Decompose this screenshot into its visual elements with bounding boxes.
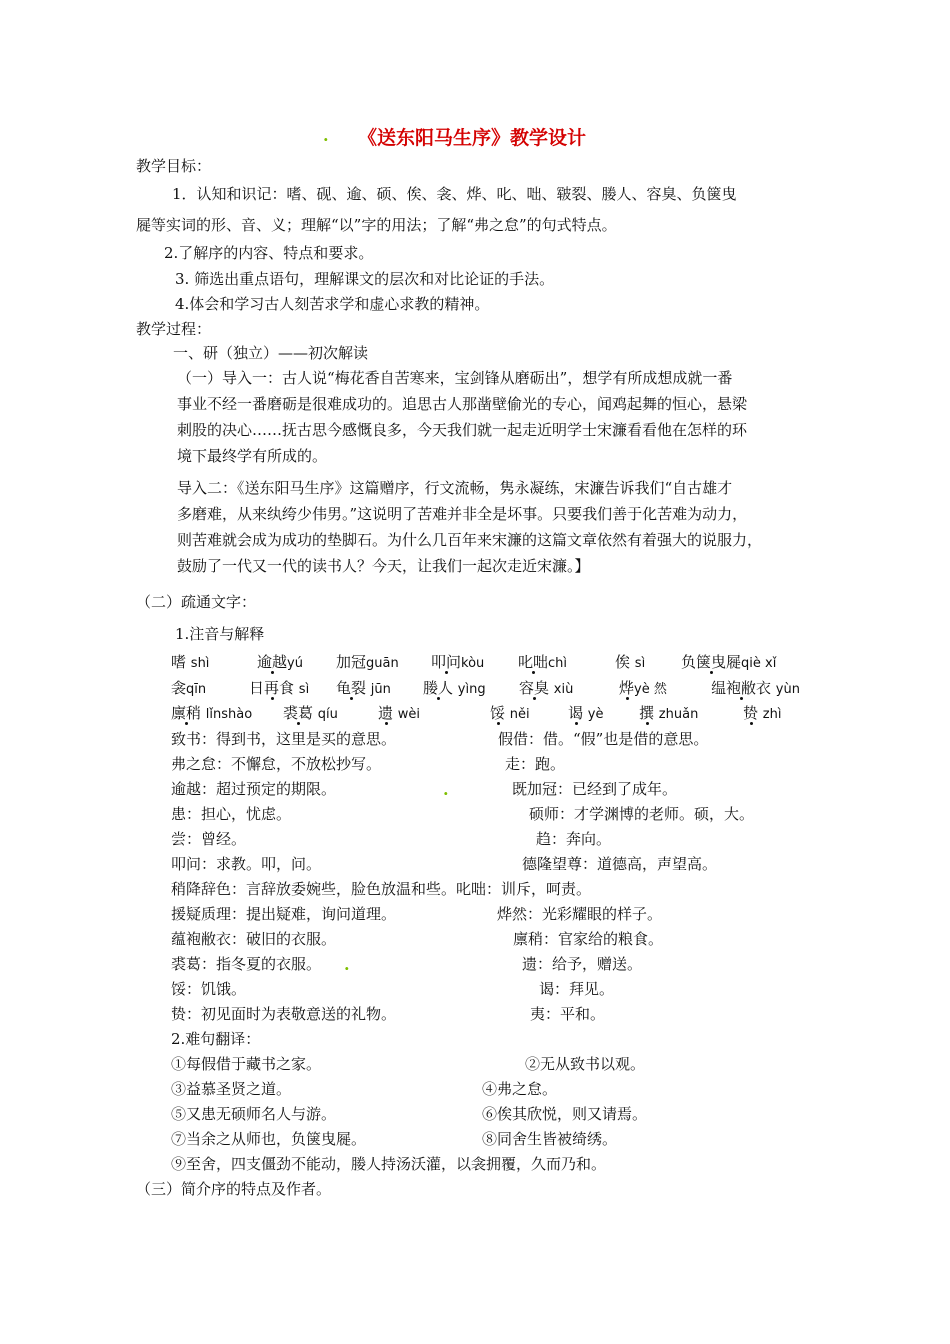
pinyin-reading: zhuǎn (658, 707, 699, 722)
pinyin-reading: jūn (370, 682, 391, 697)
intro-1-line-3: 刺股的决心……抚古思今感慨良多，今天我们就一起走近明学士宋濂看看他在怎样的环 (177, 421, 748, 439)
translation-right: ⑧同舍生皆被绮绣。 (482, 1130, 618, 1148)
pinyin-reading: qíu (317, 707, 338, 722)
pinyin-entry (336, 651, 399, 672)
page-title: 《送东阳马生序》教学设计 (358, 127, 587, 149)
pinyin-entry (711, 677, 800, 698)
pinyin-word: 龟裂 (336, 679, 367, 697)
goal-3: 3. 筛选出重点语句，理解课文的层次和对比论证的手法。 (175, 270, 555, 288)
pinyin-reading: chì (548, 656, 568, 671)
subsection-1-heading: 1.注音与解释 (175, 625, 265, 643)
pinyin-word: 撰 (639, 704, 655, 722)
translation-left: ③益慕圣贤之道。 (171, 1080, 292, 1098)
glossary-left: 馁：饥饿。 (171, 980, 247, 998)
glossary-left: 贽：初见面时为表敬意送的礼物。 (171, 1005, 397, 1023)
pinyin-reading: sì (634, 656, 646, 671)
glossary-right: 趋：奔向。 (536, 830, 612, 848)
goal-1-line-2: 屣等实词的形、音、义；理解“以”字的用法；了解“弗之怠”的句式特点。 (136, 216, 617, 234)
pinyin-word: 缊袍敝衣 (711, 679, 772, 697)
pinyin-entry (283, 702, 338, 723)
pinyin-word: 俟 (615, 653, 631, 671)
pinyin-entry (171, 651, 209, 672)
process-heading: 教学过程： (136, 320, 212, 338)
pinyin-entry (378, 702, 420, 723)
pinyin-entry (423, 677, 486, 698)
glossary-full: 稍降辞色：言辞放委婉些，脸色放温和些。叱咄：训斥，呵责。 (171, 880, 592, 898)
pinyin-reading: yú (287, 656, 303, 671)
decorative-dot: . (323, 126, 329, 145)
pinyin-entry (336, 677, 391, 698)
pinyin-entry (249, 677, 309, 698)
pinyin-reading: wèi (397, 707, 421, 722)
intro-1-line-4: 境下最终学有所成的。 (177, 447, 328, 465)
glossary-left: 逾越：超过预定的期限。 (171, 780, 337, 798)
intro-2-line-1: 导入二：《送东阳马生序》这篇赠序，行文流畅，隽永凝练，宋濂告诉我们“自古雄才 (177, 479, 733, 497)
translation-right: ⑥俟其欣悦，则又请焉。 (482, 1105, 648, 1123)
pinyin-word: 加冠 (336, 653, 367, 671)
glossary-left: 叩问：求教。叩，问。 (171, 855, 322, 873)
pinyin-word: 廪稍 (171, 704, 202, 722)
pinyin-word: 媵人 (423, 679, 454, 697)
decorative-dot: . (443, 780, 449, 799)
glossary-right: 假借：借。“假”也是借的意思。 (498, 730, 709, 748)
glossary-right: 廪稍：官家给的粮食。 (513, 930, 664, 948)
pinyin-reading: yè (587, 707, 604, 722)
pinyin-word: 馁 (490, 704, 506, 722)
pinyin-word: 嗜 (171, 653, 187, 671)
glossary-right: 硕师：才学渊博的老师。硕，大。 (529, 805, 755, 823)
intro-2-line-2: 多磨难，从来纨绔少伟男。”这说明了苦难并非全是坏事。只要我们善于化苦难为动力， (177, 505, 748, 523)
glossary-right: 走：跑。 (505, 755, 566, 773)
translation-left: ⑤又患无硕师名人与游。 (171, 1105, 337, 1123)
pinyin-entry (615, 651, 645, 672)
intro-1-line-1: （一）导入一：古人说“梅花香自苦寒来，宝剑锋从磨砺出”，想学有所成想成就一番 (177, 369, 733, 387)
pinyin-reading: qiè xǐ (741, 656, 777, 671)
intro-1-line-2: 事业不经一番磨砺是很难成功的。追思古人那凿壁偷光的专心，闻鸡起舞的恒心，悬梁 (177, 395, 748, 413)
pinyin-word: 谒 (568, 704, 584, 722)
glossary-left: 蕴袍敝衣：破旧的衣服。 (171, 930, 337, 948)
pinyin-reading: shì (190, 656, 210, 671)
pinyin-reading: kòu (461, 656, 485, 671)
glossary-left: 患：担心，忧虑。 (171, 805, 292, 823)
pinyin-word: 逾越 (257, 653, 288, 671)
goals-heading: 教学目标： (136, 157, 212, 175)
pinyin-reading: xiù (553, 682, 574, 697)
glossary-left: 弗之怠：不懈怠，不放松抄写。 (171, 755, 382, 773)
translation-left: ⑦当余之从师也，负箧曳屣。 (171, 1130, 367, 1148)
pinyin-reading: yè 然 (634, 682, 667, 697)
pinyin-reading: zhì (762, 707, 782, 722)
pinyin-reading: sì (298, 682, 310, 697)
pinyin-entry (681, 651, 776, 672)
pinyin-word: 贽 (743, 704, 759, 722)
pinyin-reading: qīn (186, 682, 207, 697)
part-1-heading: 一、研（独立）——初次解读 (173, 344, 369, 362)
pinyin-entry (568, 702, 604, 723)
glossary-right: 既加冠：已经到了成年。 (512, 780, 678, 798)
pinyin-entry (743, 702, 781, 723)
glossary-right: 谒：拜见。 (539, 980, 615, 998)
pinyin-entry (171, 702, 252, 723)
subsection-2-heading: 2.难句翻译： (171, 1030, 261, 1048)
glossary-right: 遗：给予，赠送。 (522, 955, 643, 973)
glossary-left: 裘葛：指冬夏的衣服。 (171, 955, 322, 973)
pinyin-entry (490, 702, 530, 723)
pinyin-word: 负箧曳屣 (681, 653, 742, 671)
pinyin-entry (431, 651, 484, 672)
pinyin-reading: něi (509, 707, 530, 722)
intro-2-line-3: 则苦难就会成为成功的垫脚石。为什么几百年来宋濂的这篇文章依然有着强大的说服力， (177, 531, 763, 549)
glossary-left: 援疑质理：提出疑难，询问道理。 (171, 905, 397, 923)
pinyin-entry (619, 677, 667, 698)
section-2-heading: （二）疏通文字： (136, 593, 257, 611)
pinyin-entry (171, 677, 206, 698)
goal-2: 2.了解序的内容、特点和要求。 (164, 244, 374, 262)
glossary-right: 烨然：光彩耀眼的样子。 (497, 905, 663, 923)
glossary-right: 德隆望尊：道德高，声望高。 (522, 855, 718, 873)
translation-right: ④弗之怠。 (482, 1080, 558, 1098)
pinyin-reading: yìng (457, 682, 486, 697)
pinyin-entry (257, 651, 303, 672)
pinyin-word: 烨 (619, 679, 635, 697)
pinyin-word: 遗 (378, 704, 394, 722)
pinyin-word: 叱咄 (518, 653, 549, 671)
decorative-dot: . (344, 955, 350, 974)
translation-item-9: ⑨至舍，四支僵劲不能动，媵人持汤沃灌，以衾拥覆，久而乃和。 (171, 1155, 607, 1173)
pinyin-word: 容臭 (519, 679, 550, 697)
pinyin-entry (518, 651, 567, 672)
translation-right: ②无从致书以观。 (525, 1055, 646, 1073)
pinyin-entry (639, 702, 698, 723)
goal-1-line-1: 1．认知和识记：嗜、砚、逾、硕、俟、衾、烨、叱、咄、皲裂、媵人、容臭、负箧曳 (172, 185, 737, 203)
translation-left: ①每假借于藏书之家。 (171, 1055, 322, 1073)
glossary-left: 致书：得到书，这里是买的意思。 (171, 730, 397, 748)
pinyin-word: 衾 (171, 679, 187, 697)
section-3-heading: （三）简介序的特点及作者。 (136, 1180, 332, 1198)
goal-4: 4.体会和学习古人刻苦求学和虚心求教的精神。 (175, 295, 490, 313)
glossary-right: 夷：平和。 (530, 1005, 606, 1023)
intro-2-line-4: 鼓励了一代又一代的读书人？今天，让我们一起次走近宋濂。】 (177, 557, 590, 575)
pinyin-word: 裘葛 (283, 704, 314, 722)
pinyin-word: 日再食 (249, 679, 295, 697)
pinyin-reading: guān (366, 656, 399, 671)
pinyin-reading: yùn (775, 682, 800, 697)
pinyin-reading: lǐnshào (205, 707, 253, 722)
pinyin-entry (519, 677, 573, 698)
pinyin-word: 叩问 (431, 653, 462, 671)
glossary-left: 尝：曾经。 (171, 830, 247, 848)
